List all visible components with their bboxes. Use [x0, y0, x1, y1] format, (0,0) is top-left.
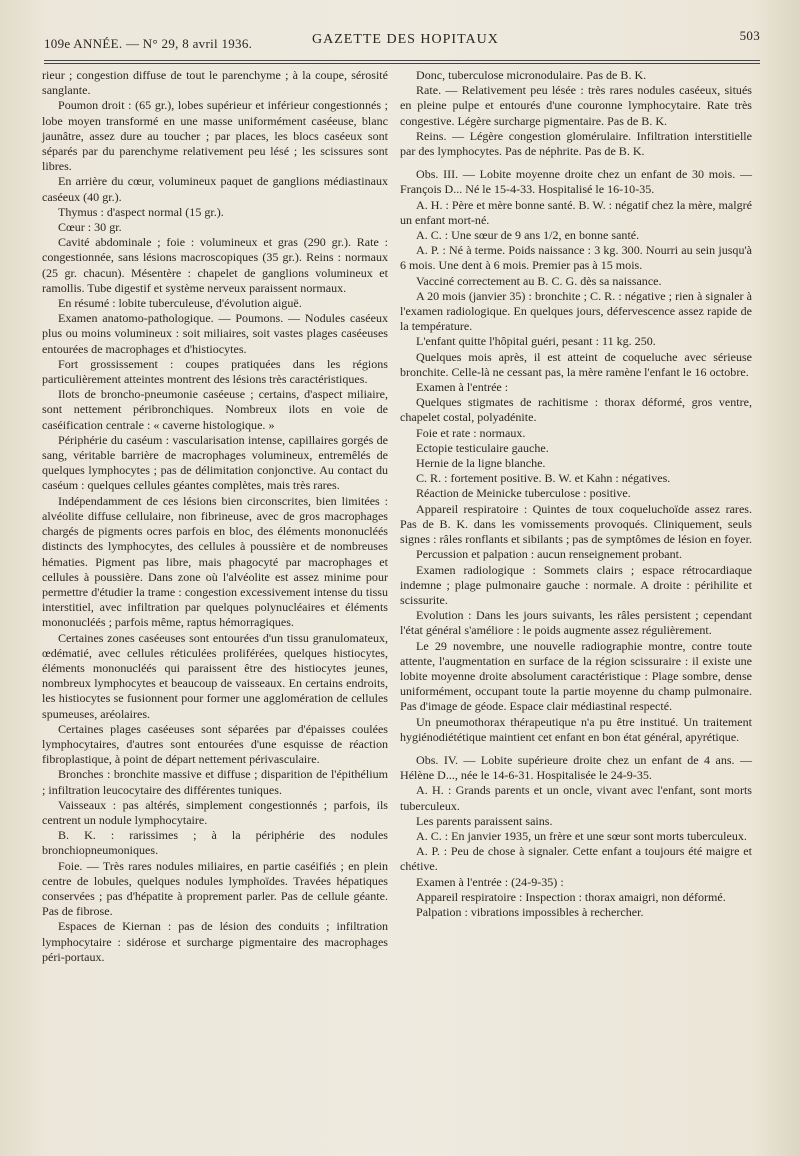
- paragraph: Indépendamment de ces lésions bien circonscrites, bien limitées : alvéolite diffuse cellulaire, non fibrineuse, avec de gros macrophages chargés de pigments ocres parfois en bloc, des éléments mononucléés distincts des lymphocytes, des cellules à poussière et de nombreuses hématies. Pigment pas libre, mais phagocyté par macrophages et cellules à poussière. Dans zone où l'alvéolite est assez minime pour permettre d'étudier la trame : congestion excessivement intense du tissu interstitiel, avec infiltration par quelques polynucléaires et éléments mononucléés ; parfois même, raptus hémorragiques.: [42, 493, 388, 630]
- paragraph: A. C. : Une sœur de 9 ans 1/2, en bonne santé.: [416, 228, 640, 243]
- paragraph: Examen radiologique : Sommets clairs ; espace rétrocardiaque indemne ; plage pulmonaire gauche : normale. A droite : périhilite et scissurite.: [400, 562, 752, 607]
- paragraph: Poumon droit : (65 gr.), lobes supérieur et inférieur congestionnés ; lobe moyen transformé en une masse uniformément caséeuse, blanc jaunâtre, assez dure au toucher ; par places, les blocs caséeux sont séparés par du parenchyme relativement peu lésé ; les scissures sont libres.: [42, 98, 388, 174]
- paragraph: Hernie de la ligne blanche.: [416, 456, 546, 471]
- paragraph: Appareil respiratoire : Quintes de toux coqueluchoïde assez rares. Pas de B. K. dans les vomissements provoqués. Cliniquement, seuls signes : râles ronflants et sibilants ; pas de symptômes de lésion en foyer.: [400, 501, 752, 547]
- paragraph: Bronches : bronchite massive et diffuse ; disparition de l'épithélium ; infiltration leucocytaire des différentes tuniques.: [42, 767, 388, 797]
- paragraph: Cœur : 30 gr.: [58, 220, 122, 235]
- paragraph: En arrière du cœur, volumineux paquet de ganglions médiastinaux caséeux (40 gr.).: [42, 174, 388, 204]
- paragraph: Espaces de Kiernan : pas de lésion des conduits ; infiltration lymphocytaire : sidérose et surcharge pigmentaire des macrophages péri-portaux.: [42, 919, 388, 964]
- header-rule-double: [44, 63, 760, 64]
- paragraph: Evolution : Dans les jours suivants, les râles persistent ; cependant l'état général s'améliore : le poids augmente assez régulièrement.: [400, 608, 752, 638]
- paragraph: Foie. — Très rares nodules miliaires, en partie caséifiés ; en plein centre de lobules, quelques nodules lymphoïdes. Travées hépatiques conservées ; pas d'hépatite à proprement parler. Pas de cellule géante. Pas de fibrose.: [42, 858, 388, 919]
- paragraph: A. C. : En janvier 1935, un frère et une sœur sont morts tuberculeux.: [416, 828, 747, 843]
- observation-3: [400, 167, 752, 745]
- left-column: [42, 68, 388, 965]
- paragraph: En résumé : lobite tuberculeuse, d'évolution aiguë.: [58, 296, 302, 311]
- paragraph: B. K. : rarissimes ; à la périphérie des nodules bronchiopneumoniques.: [42, 828, 388, 858]
- paragraph: Un pneumothorax thérapeutique n'a pu être institué. Un traitement hygiénodiététique maintient cet enfant en bon état général, apyrétique.: [400, 714, 752, 744]
- paragraph: Vacciné correctement au B. C. G. dès sa naissance.: [416, 273, 662, 288]
- paragraph: Foie et rate : normaux.: [416, 425, 526, 440]
- paragraph: Reins. — Légère congestion glomérulaire. Infiltration interstitielle par des lymphocytes. Pas de néphrite. Pas de B. K.: [400, 128, 752, 159]
- right-column: [400, 68, 752, 920]
- paragraph: Périphérie du caséum : vascularisation intense, capillaires gorgés de sang, véritable barrière de macrophages volumineux, entremêlés de quelques lymphocytes ; pas de délimitation conjonctive. Au contact du caséum : quelques cellules géantes complètes, mais très rares.: [42, 432, 388, 493]
- paragraph: Appareil respiratoire : Inspection : thorax amaigri, non déformé.: [416, 889, 726, 904]
- paragraph: Ilots de broncho-pneumonie caséeuse ; certains, d'aspect miliaire, sont nettement péribronchiques. Nombreux ilots en voie de caséification centrale : « caverne histologique. »: [42, 387, 388, 432]
- paragraph: C. R. : fortement positive. B. W. et Kahn : négatives.: [416, 471, 671, 486]
- journal-title: GAZETTE DES HOPITAUX: [312, 32, 499, 47]
- paragraph: rieur ; congestion diffuse de tout le parenchyme ; à la coupe, sérosité sanglante.: [42, 68, 388, 98]
- paragraph: A. H. : Grands parents et un oncle, vivant avec l'enfant, sont morts tuberculeux.: [400, 783, 752, 813]
- page-header: [44, 26, 760, 52]
- paragraph: Quelques mois après, il est atteint de coqueluche avec sérieuse bronchite. Celle-là ne cessant pas, la mère ramène l'enfant le 16 octobre.: [400, 349, 752, 379]
- paragraph: Examen anatomo-pathologique. — Poumons. — Nodules caséeux plus ou moins volumineux : soit miliaires, soit vastes plages caséeuses entourées de macrophages et d'histiocytes.: [42, 311, 388, 356]
- paragraph: Fort grossissement : coupes pratiquées dans les régions particulièrement atteintes montrent des lésions très caractéristiques.: [42, 356, 388, 387]
- issue-info: 109e ANNÉE. — N° 29, 8 avril 1936.: [44, 36, 253, 51]
- observation-4: [400, 753, 752, 920]
- paragraph: A 20 mois (janvier 35) : bronchite ; C. R. : négative ; rien à signaler à l'examen radiologique. En quelques jours, défervescence assez rapide de la température.: [400, 288, 752, 334]
- paragraph: A. P. : Peu de chose à signaler. Cette enfant a toujours été maigre et chétive.: [400, 844, 752, 874]
- paragraph: Ectopie testiculaire gauche.: [416, 440, 549, 455]
- page-number: 503: [739, 28, 760, 43]
- paragraph: A. H. : Père et mère bonne santé. B. W. : négatif chez la mère, malgré un enfant mort-né.: [400, 197, 752, 227]
- paragraph: Les parents paraissent sains.: [416, 813, 553, 828]
- paragraph: Cavité abdominale ; foie : volumineux et gras (290 gr.). Rate : congestionnée, sans lésions macroscopiques (35 gr.). Reins : normaux (25 gr. chacun). Mésentère : chapelet de ganglions volumineux et ramollis. Tube digestif et système nerveux paraissent normaux.: [42, 235, 388, 295]
- paragraph: Certaines zones caséeuses sont entourées d'un tissu granulomateux, œdématié, avec cellules réticulées proliférées, quelques histiocytes, éléments mononucléés qui paraissent être des histiocytes jeunes, nombreux lymphocytes et beaucoup de vaisseaux. En certains endroits, les histiocytes se fusionnent pour former une agglomération de cellules spumeuses, aréolaires.: [42, 630, 388, 721]
- paragraph: Examen à l'entrée : (24-9-35) :: [416, 874, 564, 889]
- paragraph: Obs. III. — Lobite moyenne droite chez un enfant de 30 mois. — François D... Né le 15-4-33. Hospitalisé le 16-10-35.: [400, 167, 752, 197]
- right-intro-section: [400, 68, 752, 159]
- paragraph: L'enfant quitte l'hôpital guéri, pesant : 11 kg. 250.: [416, 334, 656, 349]
- paragraph: Examen à l'entrée :: [416, 380, 509, 395]
- paragraph: Certaines plages caséeuses sont séparées par d'épaisses coulées lymphocytaires, d'autres sont entourées d'une esquisse de réaction fibroplastique, à point de départ nettement périvasculaire.: [42, 721, 388, 767]
- paragraph: Palpation : vibrations impossibles à rechercher.: [416, 904, 644, 919]
- paragraph: Donc, tuberculose micronodulaire. Pas de B. K.: [416, 68, 647, 82]
- paragraph: Le 29 novembre, une nouvelle radiographie montre, contre toute attente, l'augmentation en surface de la région scissuraire : il existe une lobite moyenne droite absolument caractéristique : Plage sombre, dense uniformément, occupant toute la partie moyenne du champ pulmonaire. Pas d'image de géode. Espace clair médiastinal respecté.: [400, 638, 752, 714]
- paragraph: Rate. — Relativement peu lésée : très rares nodules caséeux, situés en pleine pulpe et entourés d'une couronne lymphocytaire. Rate très congestive. Légère surcharge pigmentaire. Pas de B. K.: [400, 83, 752, 128]
- paragraph: Obs. IV. — Lobite supérieure droite chez un enfant de 4 ans. — Hélène D..., née le 14-6-31. Hospitalisée le 24-9-35.: [400, 752, 752, 783]
- paragraph: Percussion et palpation : aucun renseignement probant.: [416, 547, 682, 562]
- paragraph: Réaction de Meinicke tuberculose : positive.: [416, 486, 631, 501]
- paragraph: Thymus : d'aspect normal (15 gr.).: [58, 204, 224, 219]
- paragraph: A. P. : Né à terme. Poids naissance : 3 kg. 300. Nourri au sein jusqu'à 6 mois. Une dent à 6 mois. Premier pas à 15 mois.: [400, 243, 752, 273]
- paragraph: Vaisseaux : pas altérés, simplement congestionnés ; parfois, ils centrent un nodule lymphocytaire.: [42, 797, 388, 827]
- paragraph: Quelques stigmates de rachitisme : thorax déformé, gros ventre, chapelet costal, polyadénite.: [400, 395, 752, 425]
- header-rule: [44, 60, 760, 61]
